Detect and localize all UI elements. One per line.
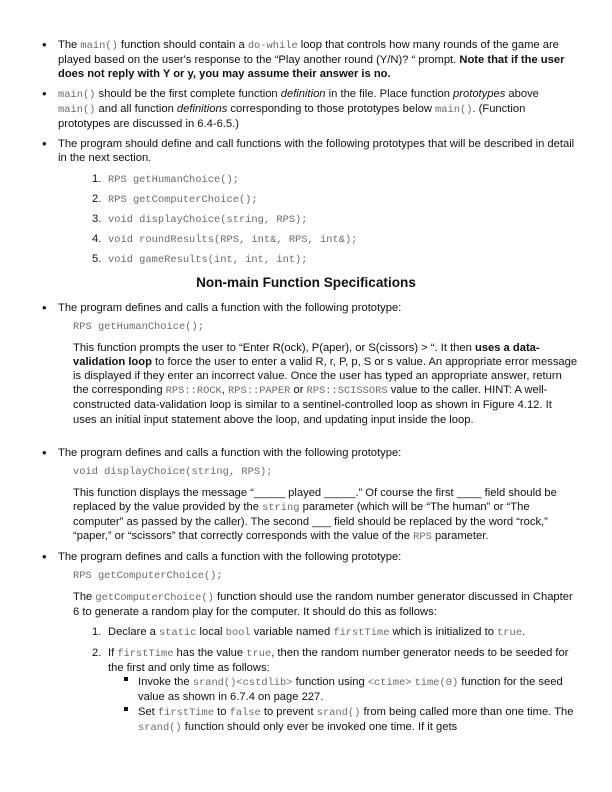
italic-definitions: definitions [176,103,228,116]
text: and all function [95,103,177,116]
prototype-list [92,172,582,272]
text: to force the user to enter a valid R, r, P, p, S or s value. An appropriate error message is displayed if they enter an incorrect value. Once the user has typed an appropriate answer, return the corresponding [73,356,578,397]
list-number: 4. [92,233,102,245]
text: loop that controls how many rounds of the game are played based on the user's response to the “Play another round (Y/N)? “ prompt. [58,39,559,67]
code-do-while: do-while [247,40,298,52]
code-false: false [229,707,261,719]
text: The program defines and calls a function with the following prototype: [58,447,402,459]
bullet-get-human-choice [42,300,578,315]
text: , [221,384,229,397]
text: variable named [250,626,334,638]
text: corresponding to those prototypes below [227,103,436,116]
code-srand: srand() [192,677,237,689]
text: . (Function prototypes are discussed in 6.4-6.5.) [58,103,526,131]
code-cstdlib: <cstdlib> [236,677,293,689]
bullet-dot: • [42,549,47,564]
text: has the value [173,647,247,660]
bullet-dot: • [42,300,47,315]
text: or [290,384,307,397]
list-item [92,232,582,252]
bullet-dot: • [42,136,47,151]
paragraph-display-choice [73,486,578,544]
code-srand: srand() [316,707,361,719]
text: If [108,647,118,660]
code-rps: RPS [413,531,432,544]
code-static: static [159,627,197,639]
code-main: main() [435,104,473,117]
text: , then the random number generator needs to be seeded for the first and only time as follows: [108,647,569,675]
prototype-get-computer-choice: RPS getComputerChoice(); [73,570,223,582]
code-main: main() [80,40,118,52]
steps-list [92,625,582,675]
code-first-time: firstTime [117,648,174,661]
section-heading: Non-main Function Specifications [196,275,416,290]
code-prototype: RPS getComputerChoice(); [108,194,258,206]
text: The program defines and calls a function with the following prototype: [58,302,402,314]
code-first-time: firstTime [157,707,215,719]
paragraph-get-computer-choice [73,590,578,619]
text: function should contain a [117,39,248,51]
text: This function prompts the user to “Enter R(ock), P(aper), or S(cissors) > “. It then [73,342,475,354]
list-item [92,646,582,675]
text: The program should define and call functions with the following prototypes that will be described in detail in the next section. [58,138,575,165]
text: The [58,39,81,51]
code-bool: bool [225,627,251,639]
text: which is initialized to [389,626,498,638]
code-first-time: firstTime [333,627,390,639]
italic-definition: definition [280,88,326,100]
code-get-computer-choice: getComputerChoice() [95,592,214,604]
text: parameter (which will be “The human” or “The computer” as passed by the caller). The second ___ field should be replaced by the word “rock,” “paper,” or “scissors” that correctly corresponds with the value of the [73,501,548,543]
code-string: string [262,502,300,515]
text: function should use the random number generator discussed in Chapter 6 to generate a random play for the computer. It should do this as follows: [73,591,573,619]
text: parameter. [431,530,489,543]
list-number: 5. [92,253,102,265]
code-true: true [246,648,272,661]
bold-note: Note that if the user does not reply with Y or y, you may assume their answer is no. [58,54,565,81]
code-rock: RPS::ROCK [165,385,222,398]
prototype-display-choice: void displayChoice(string, RPS); [73,466,273,478]
code-ctime: <ctime> [367,677,412,689]
list-item [92,192,582,212]
text: local [196,626,226,638]
square-bullet [124,677,128,681]
paragraph-get-human-choice [73,341,578,427]
code-prototype: RPS getHumanChoice(); [108,174,239,186]
list-number: 3. [92,213,102,225]
prototype-get-human-choice: RPS getHumanChoice(); [73,321,204,333]
list-item [92,252,582,272]
bullet-prototypes [42,136,578,165]
text: value to the caller. HINT: A well-constructed data-validation loop is similar to a sentinel-controlled loop as shown in Figure 4.12. It uses an initial input statement above the loop, and updating input inside the loop. [73,384,552,426]
text: function should only ever be invoked one time. If it gets [181,721,458,734]
italic-prototypes: prototypes [453,88,506,100]
text: function using [292,676,368,688]
list-number: 1. [92,626,102,638]
list-number: 1. [92,173,102,185]
list-item [92,625,582,640]
list-item [92,172,582,192]
list-number: 2. [92,647,102,660]
text: The program defines and calls a function with the following prototype: [58,551,402,563]
bullet-main-first [42,86,578,131]
text: function for the seed value as shown in 6.7.4 on page 227. [138,676,563,704]
code-main: main() [58,89,96,101]
bold-validation-loop: uses a data-validation loop [73,342,540,369]
text: above [505,88,539,100]
code-paper: RPS::PAPER [228,385,291,398]
bullet-get-computer-choice [42,549,578,564]
sub-bullet-srand [138,675,578,704]
list-number: 2. [92,193,102,205]
text: Invoke the [138,676,193,688]
bullet-dot: • [42,37,47,52]
code-true: true [497,627,522,639]
text: This function displays the message “_____ played _____.” Of course the first ____ field should be replaced by the value provided by the [73,487,557,514]
text: should be the first complete function [95,88,281,100]
text: The [73,591,96,603]
list-item [92,212,582,232]
code-scissors: RPS::SCISSORS [306,385,388,398]
text: Set [138,706,158,718]
code-prototype: void roundResults(RPS, int&, RPS, int&); [108,234,358,246]
bullet-dot: • [42,445,47,460]
code-main: main() [58,104,96,117]
text: Declare a [108,626,159,638]
sub-bullet-first-time [138,705,578,735]
code-time: time(0) [414,677,459,689]
code-srand: srand() [138,722,182,735]
text: to [214,706,230,718]
text: . [521,626,526,638]
bullet-display-choice [42,445,578,460]
bullet-dot: • [42,86,47,101]
square-bullet [124,707,128,711]
bullet-main-loop [42,37,578,81]
code-prototype: void gameResults(int, int, int); [108,254,308,266]
text: to prevent [260,706,317,718]
text: in the file. Place function [325,88,454,100]
code-prototype: void displayChoice(string, RPS); [108,214,308,226]
text: from being called more than one time. The [360,706,574,718]
